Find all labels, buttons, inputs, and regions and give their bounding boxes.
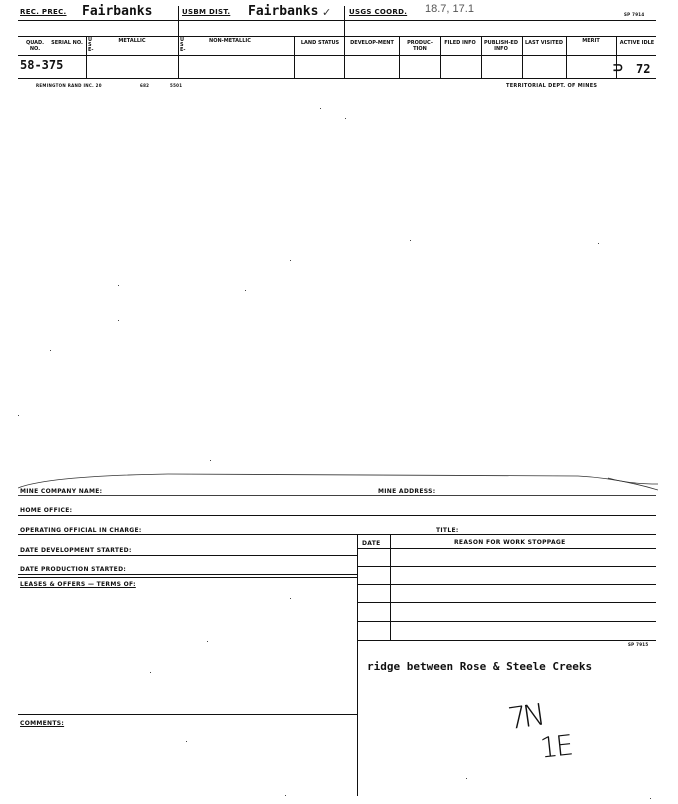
idle-check-mark: ⊃: [612, 60, 624, 76]
divider: [357, 534, 358, 796]
filed-info-label: FILED INFO: [444, 40, 476, 46]
mine-address-label: MINE ADDRESS:: [378, 488, 436, 495]
quad-serial-value: 58-375: [20, 58, 64, 72]
line: [18, 555, 358, 556]
line: [357, 640, 656, 641]
header-row-bottom: [18, 36, 656, 37]
leases-label: LEASES & OFFERS — TERMS OF:: [20, 581, 136, 588]
operating-official-label: OPERATING OFFICIAL IN CHARGE:: [20, 527, 142, 534]
line: [357, 566, 656, 567]
line: [18, 714, 358, 715]
line: [18, 515, 656, 516]
active-idle-label: ACTIVE IDLE: [619, 40, 655, 46]
active-idle-value: 72: [636, 62, 651, 76]
production-label: PRODUC-TION: [407, 40, 433, 52]
development-label: DEVELOP-MENT: [350, 40, 394, 46]
usgs-coord-value: 18.7, 17.1: [425, 3, 474, 15]
line: [18, 577, 358, 578]
reason-col-label: REASON FOR WORK STOPPAGE: [454, 539, 566, 546]
line: [357, 584, 656, 585]
non-metallic-label: NON-METALLIC: [209, 38, 251, 44]
top-border: [18, 20, 656, 21]
divider: [390, 534, 391, 640]
date-development-label: DATE DEVELOPMENT STARTED:: [20, 547, 132, 554]
divider: [566, 36, 567, 78]
record-row-top: [18, 55, 656, 56]
divider: [178, 6, 179, 78]
usbm-dist-label: USBM DIST.: [182, 8, 231, 16]
divider: [399, 36, 400, 78]
divider: [522, 36, 523, 78]
divider: [344, 6, 345, 78]
quad-label: QUAD. NO.: [25, 40, 45, 52]
metallic-label: METALLIC: [118, 38, 146, 44]
date-production-label: DATE PRODUCTION STARTED:: [20, 566, 127, 573]
printer-code-2: 5501: [170, 83, 183, 88]
handwritten-township: 7N: [505, 697, 544, 738]
usgs-coord-label: USGS COORD.: [349, 8, 408, 16]
agency-label: TERRITORIAL DEPT. OF MINES: [506, 83, 598, 89]
form-number-2: SP 7915: [628, 642, 649, 647]
last-visited-label: LAST VISITED: [525, 40, 563, 46]
divider: [86, 36, 87, 78]
date-col-label: DATE: [362, 540, 381, 547]
rec-prec-value: Fairbanks: [82, 4, 153, 19]
home-office-label: HOME OFFICE:: [20, 507, 73, 514]
line: [18, 534, 656, 535]
merit-label: MERIT: [582, 38, 600, 44]
card-edge-curl: [18, 470, 658, 492]
use-letters: U S E-: [88, 37, 94, 53]
rec-prec-label: REC. PREC.: [20, 8, 67, 16]
location-note: ridge between Rose & Steele Creeks: [367, 660, 593, 673]
serial-label: SERIAL NO.: [51, 40, 83, 46]
title-label: TITLE:: [436, 527, 459, 534]
handwritten-range: 1E: [538, 728, 574, 765]
pencil-mark: ✓: [322, 6, 332, 19]
line: [18, 495, 656, 496]
printer-label: REMINGTON RAND INC. 20: [36, 83, 102, 88]
comments-label: COMMENTS:: [20, 720, 65, 727]
form-number: SP 7914: [624, 12, 645, 17]
divider: [294, 36, 295, 78]
record-row-bottom: [18, 78, 656, 79]
usbm-dist-value: Fairbanks: [248, 4, 319, 19]
line: [18, 574, 358, 575]
published-info-label: PUBLISH-ED INFO: [483, 40, 518, 52]
line: [357, 548, 656, 549]
land-status-label: LAND STATUS: [300, 40, 340, 46]
line: [357, 621, 656, 622]
use-letters-2: U S E-: [180, 37, 186, 53]
line: [357, 602, 656, 603]
printer-code-1: 682: [140, 83, 150, 88]
mine-company-label: MINE COMPANY NAME:: [20, 488, 103, 495]
